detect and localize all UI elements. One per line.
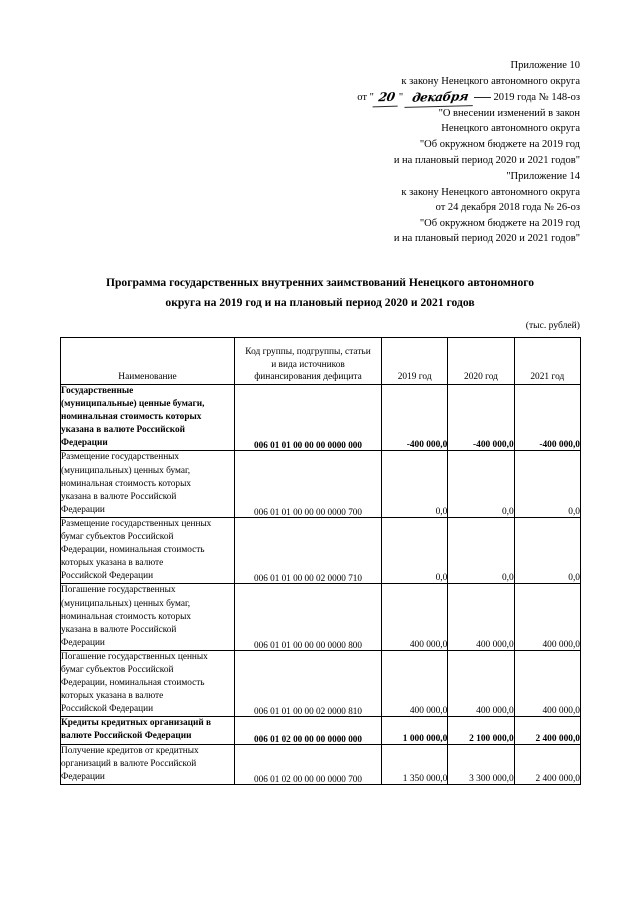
row-name-line: Российской Федерации xyxy=(61,571,154,582)
row-name-cell xyxy=(61,517,235,583)
row-name-line: номинальная стоимость которых xyxy=(61,412,202,423)
row-name-line: Размещение государственных xyxy=(61,452,180,463)
row-name-line: номинальная стоимость которых xyxy=(61,611,191,622)
table-header-row xyxy=(61,338,581,385)
row-value-2019: 1 350 000,0 xyxy=(382,744,448,784)
borrowings-table xyxy=(60,337,581,785)
row-value-2019: 0,0 xyxy=(382,451,448,517)
row-code-cell: 006 01 01 00 00 00 0000 000 xyxy=(235,385,382,451)
row-name-line: Погашение государственных xyxy=(61,585,176,596)
row-value-2021: 400 000,0 xyxy=(514,584,580,650)
row-value-2021: 400 000,0 xyxy=(514,650,580,716)
row-value-2021: -400 000,0 xyxy=(514,385,580,451)
appendix-10-title: Приложение 10 xyxy=(510,60,580,71)
table-row xyxy=(61,717,581,744)
column-header-name: Наименование xyxy=(61,338,235,385)
row-code-cell: 006 01 01 00 00 02 0000 810 xyxy=(235,650,382,716)
appendix-10-law-reference: к закону Ненецкого автономного округа xyxy=(401,75,580,87)
row-name-line: организаций в валюте Российской xyxy=(61,758,197,769)
units-note: (тыс. рублей) xyxy=(525,320,580,331)
row-name-line: которых указана в валюте xyxy=(61,558,164,569)
row-name-line: Федерации, номинальная стоимость xyxy=(61,678,205,689)
row-name-line: Федерации xyxy=(61,637,105,648)
table-row xyxy=(61,650,581,716)
appendix-14-header xyxy=(394,169,580,247)
row-name-cell xyxy=(61,650,235,716)
row-value-2021: 2 400 000,0 xyxy=(514,717,580,744)
row-name-line: Кредиты кредитных организаций в xyxy=(61,718,212,729)
column-header-year-2021: 2021 год xyxy=(514,338,580,385)
row-value-2019: -400 000,0 xyxy=(382,385,448,451)
column-header-code-line-2: и вида источников xyxy=(271,359,345,370)
row-code-cell: 006 01 02 00 00 00 0000 000 xyxy=(235,717,382,744)
row-name-line: указана в валюте Российской xyxy=(61,491,177,502)
row-name-line: бумаг субъектов Российской xyxy=(61,532,174,543)
handwritten-month: декабря xyxy=(404,89,475,107)
appendix-10-amendment-line-3: "Об окружном бюджете на 2019 год xyxy=(419,138,580,150)
appendix-10-amendment-line-1: "О внесении изменений в закон xyxy=(438,107,580,119)
row-name-cell xyxy=(61,451,235,517)
row-name-line: Федерации xyxy=(61,771,105,782)
appendix-14-date: от 24 декабря 2018 года № 26-оз xyxy=(435,202,580,214)
row-value-2020: 3 300 000,0 xyxy=(448,744,514,784)
appendix-14-title: "Приложение 14 xyxy=(506,171,580,182)
table-row xyxy=(61,385,581,451)
column-header-code-line-1: Код группы, подгруппы, статьи xyxy=(245,347,371,358)
row-value-2019: 400 000,0 xyxy=(382,650,448,716)
row-name-line: Федерации, номинальная стоимость xyxy=(61,545,205,556)
row-name-line: Размещение государственных ценных xyxy=(61,518,212,529)
row-name-line: (муниципальных) ценных бумаг, xyxy=(61,465,191,476)
row-name-line: бумаг субъектов Российской xyxy=(61,664,174,675)
row-name-cell xyxy=(61,385,235,451)
row-name-line: (муниципальные) ценные бумаги, xyxy=(61,399,205,410)
column-header-year-2020: 2020 год xyxy=(448,338,514,385)
column-header-code xyxy=(235,338,382,385)
column-header-year-2019: 2019 год xyxy=(382,338,448,385)
row-value-2020: 0,0 xyxy=(448,517,514,583)
handwritten-day: 20 xyxy=(372,90,400,107)
row-value-2019: 1 000 000,0 xyxy=(382,717,448,744)
appendix-10-amendment-line-4: и на плановый период 2020 и 2021 годов" xyxy=(393,154,580,166)
row-name-line: (муниципальных) ценных бумаг, xyxy=(61,598,191,609)
row-name-line: Погашение государственных ценных xyxy=(61,651,208,662)
row-value-2019: 0,0 xyxy=(382,517,448,583)
row-code-cell: 006 01 02 00 00 00 0000 700 xyxy=(235,744,382,784)
row-value-2020: 0,0 xyxy=(448,451,514,517)
row-name-line: указана в валюте Российской xyxy=(61,425,185,436)
row-value-2020: 400 000,0 xyxy=(448,584,514,650)
row-code-cell: 006 01 01 00 00 00 0000 800 xyxy=(235,584,382,650)
appendix-10-date-line xyxy=(357,89,580,106)
row-value-2020: -400 000,0 xyxy=(448,385,514,451)
appendix-10-amendment-line-2: Ненецкого автономного округа xyxy=(441,123,580,135)
row-name-line: валюте Российской Федерации xyxy=(61,731,192,742)
row-name-cell xyxy=(61,717,235,744)
table-row xyxy=(61,744,581,784)
date-mid-quote: " xyxy=(398,92,404,104)
table-row xyxy=(61,584,581,650)
appendix-10-header xyxy=(357,58,580,168)
row-name-cell xyxy=(61,584,235,650)
table-row xyxy=(61,517,581,583)
appendix-14-budget-line-1: "Об окружном бюджете на 2019 год xyxy=(419,217,580,229)
row-name-line: номинальная стоимость которых xyxy=(61,478,191,489)
row-name-line: Российской Федерации xyxy=(61,704,154,715)
appendix-14-budget-line-2: и на плановый период 2020 и 2021 годов" xyxy=(393,233,580,245)
row-value-2020: 400 000,0 xyxy=(448,650,514,716)
table-row xyxy=(61,451,581,517)
page-title-line-2: округа на 2019 год и на плановый период 2020 и 2021 годов xyxy=(165,296,475,309)
column-header-code-line-3: финансирования дефицита xyxy=(254,372,362,383)
appendix-14-law-reference: к закону Ненецкого автономного округа xyxy=(401,186,580,198)
date-blank-rule xyxy=(474,97,491,98)
row-value-2020: 2 100 000,0 xyxy=(448,717,514,744)
row-value-2021: 0,0 xyxy=(514,517,580,583)
page-title xyxy=(60,273,580,313)
row-name-line: Государственные xyxy=(61,386,134,396)
row-name-line: указана в валюте Российской xyxy=(61,624,177,635)
row-name-line: Федерации xyxy=(61,504,105,515)
row-value-2019: 400 000,0 xyxy=(382,584,448,650)
row-code-cell: 006 01 01 00 00 02 0000 710 xyxy=(235,517,382,583)
date-prefix-text: от " xyxy=(357,92,374,104)
row-name-cell xyxy=(61,744,235,784)
row-value-2021: 2 400 000,0 xyxy=(514,744,580,784)
page-title-line-1: Программа государственных внутренних заимствований Ненецкого автономного xyxy=(105,276,535,289)
row-name-line: Получение кредитов от кредитных xyxy=(61,745,199,756)
row-code-cell: 006 01 01 00 00 00 0000 700 xyxy=(235,451,382,517)
row-value-2021: 0,0 xyxy=(514,451,580,517)
row-name-line: которых указана в валюте xyxy=(61,691,164,702)
date-suffix-text: 2019 года № 148-оз xyxy=(493,92,580,104)
row-name-line: Федерации xyxy=(61,438,108,449)
